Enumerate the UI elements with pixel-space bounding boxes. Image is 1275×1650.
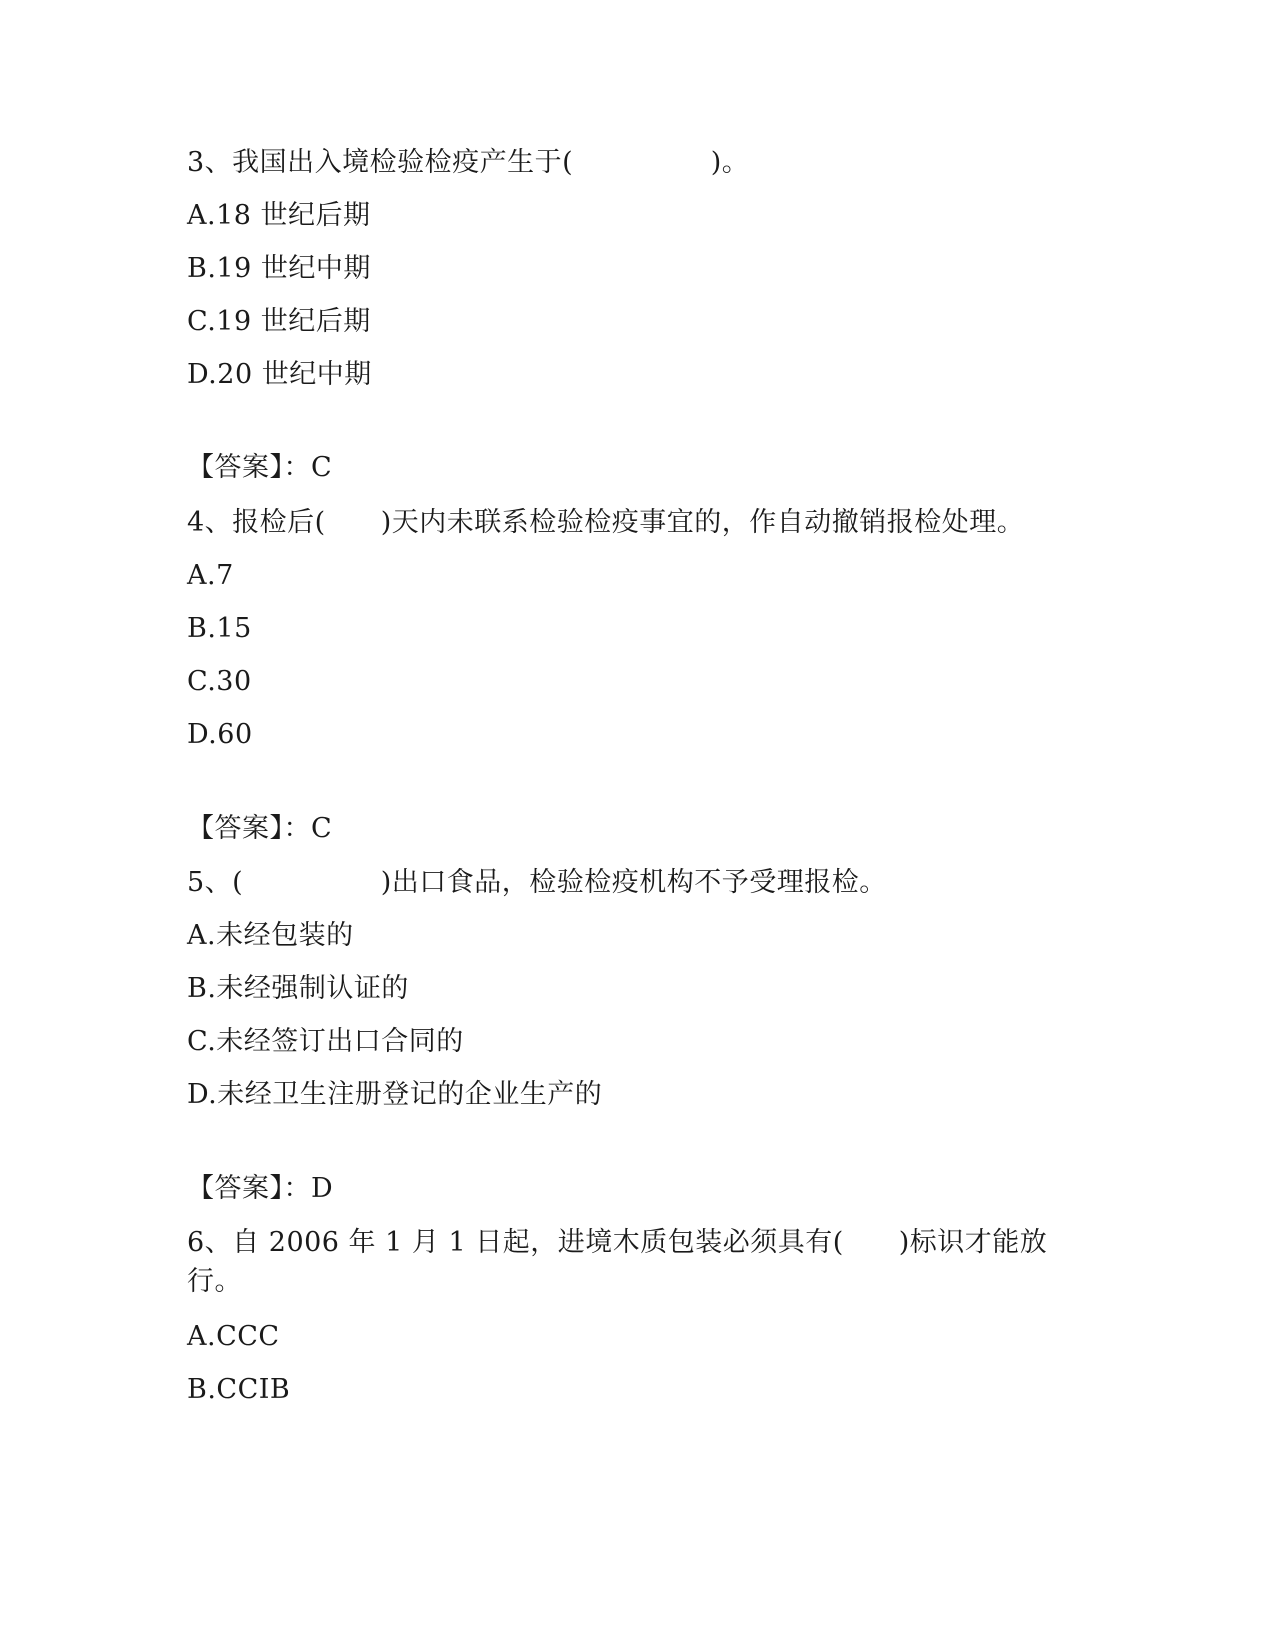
question-5-stem: 5、( )出口食品，检验检疫机构不予受理报检。 [187,867,887,898]
question-3-option-a: A.18 世纪后期 [187,200,371,231]
question-4-stem: 4、报检后( )天内未联系检验检疫事宜的，作自动撤销报检处理。 [187,507,1025,538]
question-4-answer: 【答案】：C [187,813,333,844]
question-5-option-a: A.未经包装的 [187,920,354,951]
question-3-answer: 【答案】：C [187,452,333,483]
question-6-stem-line-1: 6、自 2006 年 1 月 1 日起，进境木质包装必须具有( )标识才能放 [187,1227,1048,1258]
question-5-option-b: B.未经强制认证的 [187,973,409,1004]
question-3-stem: 3、我国出入境检验检疫产生于( )。 [187,147,750,178]
question-3-option-c: C.19 世纪后期 [187,306,371,337]
question-3-option-d: D.20 世纪中期 [187,359,372,390]
question-4-option-a: A.7 [187,560,234,591]
question-5-answer: 【答案】：D [187,1173,334,1204]
question-3-option-b: B.19 世纪中期 [187,253,371,284]
question-6-stem-line-2: 行。 [187,1266,242,1297]
question-4-option-c: C.30 [187,666,252,697]
question-5-option-d: D.未经卫生注册登记的企业生产的 [187,1079,603,1110]
question-6-option-b: B.CCIB [187,1374,291,1405]
question-4-option-d: D.60 [187,719,253,750]
question-6-option-a: A.CCC [187,1321,280,1352]
question-5-option-c: C.未经签订出口合同的 [187,1026,464,1057]
question-4-option-b: B.15 [187,613,252,644]
